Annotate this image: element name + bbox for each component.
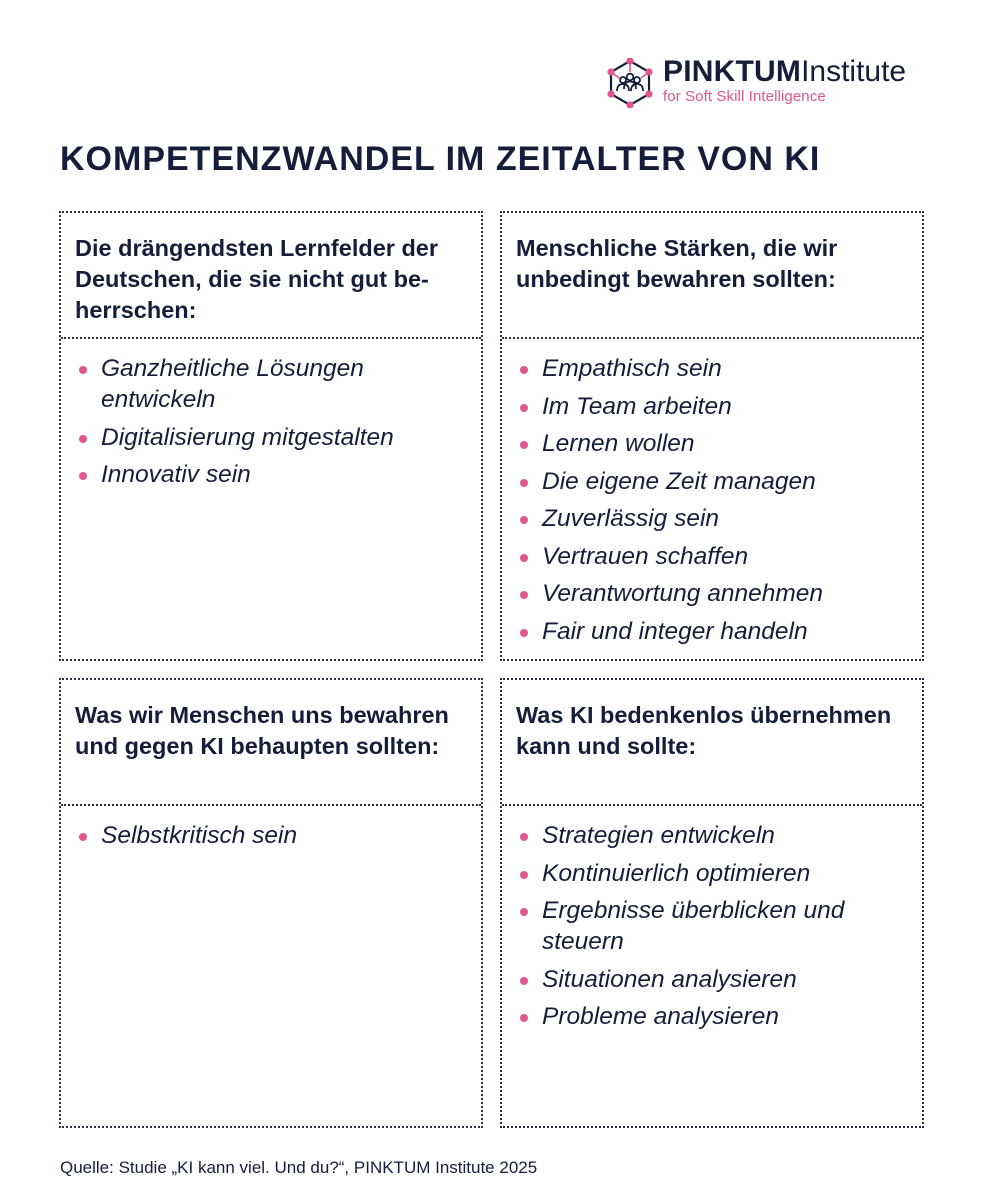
list-item: Kontinuierlich optimieren <box>516 858 908 889</box>
network-people-icon <box>605 58 655 108</box>
list-item: Strategien entwickeln <box>516 820 908 851</box>
list-item: Situationen analysieren <box>516 964 908 995</box>
item-list <box>516 820 908 1032</box>
logo-institute: Institute <box>801 54 907 88</box>
box-heading: Menschliche Stärken, die wir unbedingt bewahren sollten: <box>502 213 922 339</box>
logo-text <box>663 56 906 105</box>
bullet-dot-icon <box>520 516 528 524</box>
box-heading: Was wir Menschen uns bewahren und gegen KI behaupten sollten: <box>61 680 481 806</box>
item-list <box>75 353 467 490</box>
item-list <box>75 820 467 851</box>
box-learning-fields <box>59 211 483 661</box>
box-heading: Die drängendsten Lernfelder der Deutschen, die sie nicht gut beherrschen: <box>61 213 481 339</box>
bullet-dot-icon <box>520 908 528 916</box>
box-heading: Was KI bedenkenlos übernehmen kann und sollte: <box>502 680 922 806</box>
list-item: Selbstkritisch sein <box>75 820 467 851</box>
list-item: Die eigene Zeit managen <box>516 466 908 497</box>
logo-tagline: for Soft Skill Intelligence <box>663 87 826 105</box>
list-item: Verantwortung annehmen <box>516 578 908 609</box>
bullet-dot-icon <box>520 366 528 374</box>
list-item: Zuverlässig sein <box>516 503 908 534</box>
bullet-dot-icon <box>79 472 87 480</box>
list-item: Ganzheitliche Lösungen entwickeln <box>75 353 467 415</box>
list-item: Digitalisierung mitgestalten <box>75 422 467 453</box>
bullet-dot-icon <box>520 871 528 879</box>
list-item: Innovativ sein <box>75 459 467 490</box>
source-citation: Quelle: Studie „KI kann viel. Und du?“, PINKTUM Institute 2025 <box>60 1158 538 1177</box>
bullet-dot-icon <box>79 833 87 841</box>
bullet-dot-icon <box>520 404 528 412</box>
bullet-dot-icon <box>520 629 528 637</box>
bullet-dot-icon <box>520 833 528 841</box>
list-item: Lernen wollen <box>516 428 908 459</box>
item-list <box>516 353 908 647</box>
list-item: Probleme analysieren <box>516 1001 908 1032</box>
list-item: Fair und integer handeln <box>516 616 908 647</box>
bullet-dot-icon <box>520 554 528 562</box>
bullet-dot-icon <box>520 977 528 985</box>
bullet-dot-icon <box>520 479 528 487</box>
bullet-dot-icon <box>79 435 87 443</box>
list-item: Empathisch sein <box>516 353 908 384</box>
list-item: Ergebnisse überblicken und steuern <box>516 895 908 957</box>
page-title: KOMPETENZWANDEL IM ZEITALTER VON KI <box>60 140 821 178</box>
bullet-dot-icon <box>520 441 528 449</box>
box-ai-can-take-over <box>500 678 924 1128</box>
box-human-strengths <box>500 211 924 661</box>
bullet-dot-icon <box>520 1014 528 1022</box>
pinktum-logo <box>605 54 907 108</box>
logo-brand: PINKTUM <box>663 54 802 88</box>
bullet-dot-icon <box>520 591 528 599</box>
bullet-dot-icon <box>79 366 87 374</box>
list-item: Vertrauen schaffen <box>516 541 908 572</box>
list-item: Im Team arbeiten <box>516 391 908 422</box>
box-preserve-against-ai <box>59 678 483 1128</box>
